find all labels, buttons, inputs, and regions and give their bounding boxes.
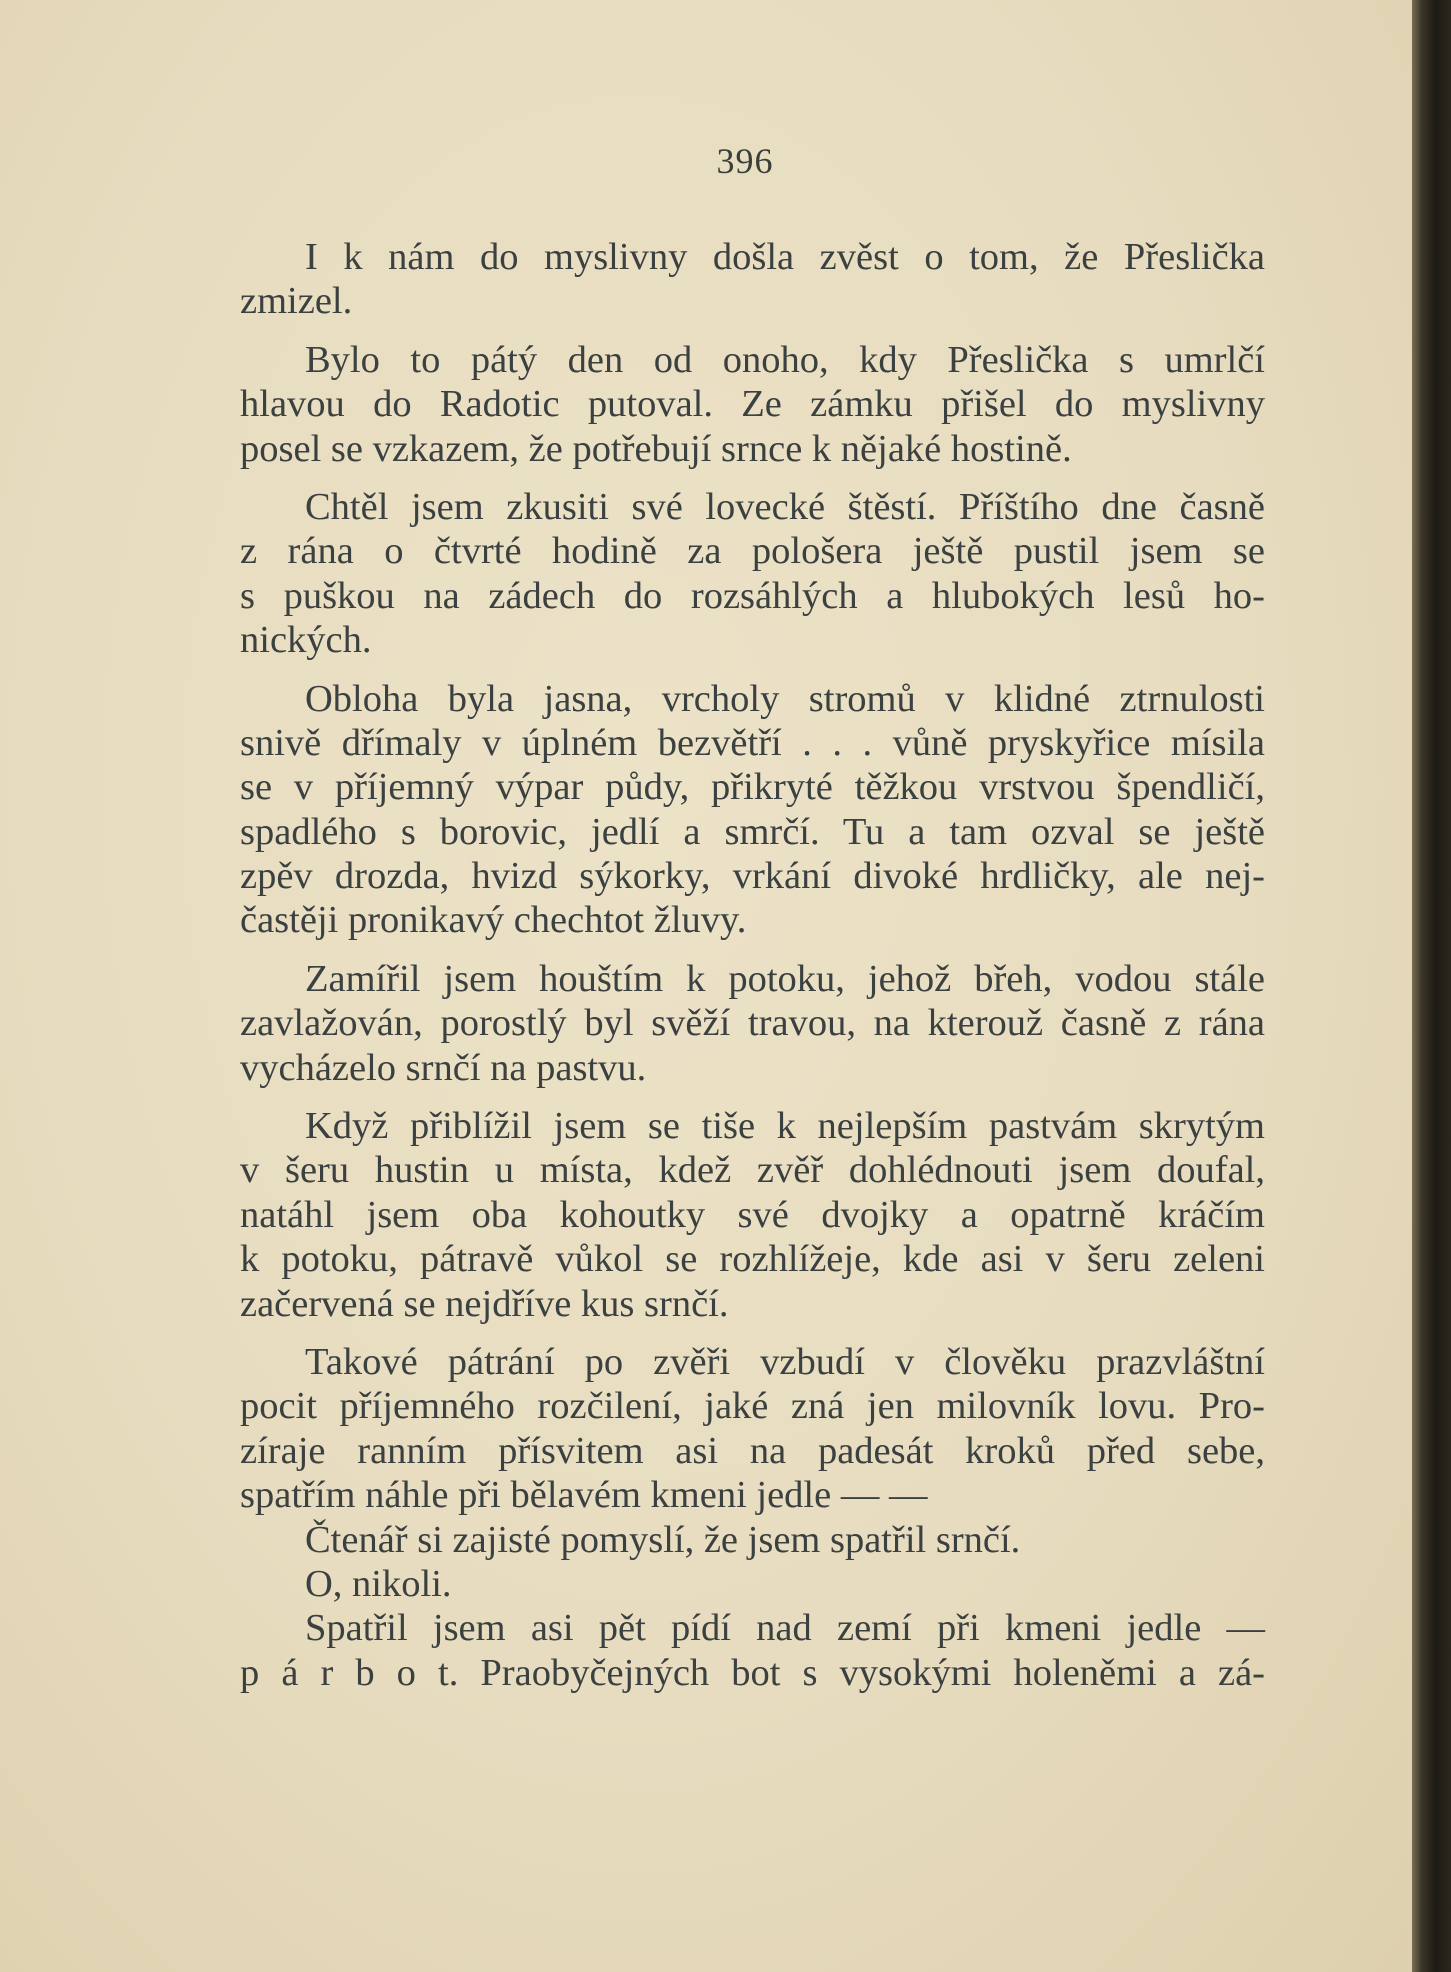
text-line: v šeru hustin u místa, kdež zvěř dohlédnouti jsem doufal, [240,1149,1265,1192]
book-gutter [1412,0,1451,1972]
paragraph [240,1606,1265,1695]
text-line: k potoku, pátravě vůkol se rozhlížeje, kde asi v šeru zeleni [240,1238,1265,1281]
text-line: posel se vzkazem, že potřebují srnce k nějaké hostině. [240,427,1072,470]
text-line: s puškou na zádech do rozsáhlých a hlubokých lesů ho- [240,574,1265,617]
text-line: zíraje ranním přísvitem asi na padesát kroků před sebe, [240,1429,1265,1472]
text-line: hlavou do Radotic putoval. Ze zámku přišel do myslivny [240,383,1265,426]
text-line: zmizel. [240,280,353,323]
text-line: pocit příjemného rozčilení, jaké zná jen milovník lovu. Pro- [240,1385,1265,1428]
text-line: nických. [240,619,372,662]
text-line: z rána o čtvrté hodině za pološera ještě pustil jsem se [240,530,1265,573]
paragraph-gap [240,1326,1265,1340]
paragraph-gap [240,1090,1265,1104]
text-line: p á r b o t. Praobyčejných bot s vysokými holeněmi a zá- [240,1651,1265,1694]
text-line: častěji pronikavý chechtot žluvy. [240,899,747,942]
text-line: Zamířil jsem houštím k potoku, jehož břeh, vodou stále [305,957,1265,1000]
page-number: 396 [716,141,774,181]
text-line: natáhl jsem oba kohoutky své dvojky a opatrně kráčím [240,1193,1265,1236]
text-line: spadlého s borovic, jedlí a smrčí. Tu a tam ozval se ještě [240,810,1265,853]
text-line: vycházelo srnčí na pastvu. [240,1046,647,1089]
paragraph-gap [240,471,1265,485]
text-line: začervená se nejdříve kus srnčí. [240,1282,729,1325]
paragraph-gap [240,943,1265,957]
paragraph [240,1340,1265,1518]
text-line: Čtenář si zajisté pomyslí, že jsem spatřil srnčí. [305,1518,1021,1561]
paragraph-gap [240,663,1265,677]
text-line: se v příjemný výpar půdy, přikryté těžkou vrstvou špendličí, [240,766,1265,809]
paragraph [240,1518,1265,1562]
text-line: Spatřil jsem asi pět pídí nad zemí při kmeni jedle — [305,1607,1265,1650]
text-line: Obloha byla jasna, vrcholy stromů v klidné ztrnulosti [305,677,1265,720]
text-line: O, nikoli. [305,1562,452,1605]
paragraph [240,235,1265,324]
text-line: Takové pátrání po zvěři vzbudí v člověku prazvláštní [305,1340,1265,1383]
text-line: snivě dřímaly v úplném bezvětří . . . vůně pryskyřice mísila [240,721,1265,764]
paragraph [240,677,1265,943]
paragraph [240,1562,1265,1606]
paragraph-gap [240,324,1265,338]
text-line: Bylo to pátý den od onoho, kdy Přeslička s umrlčí [305,338,1265,381]
paragraph [240,485,1265,663]
text-line: I k nám do myslivny došla zvěst o tom, že Přeslička [305,236,1265,278]
text-line: spatřím náhle při bělavém kmeni jedle — — [240,1474,928,1517]
text-line: Když přiblížil jsem se tiše k nejlepším pastvám skrytým [305,1105,1265,1148]
paragraph [240,1104,1265,1326]
paragraph [240,957,1265,1090]
body-text [240,235,1265,1695]
paragraph [240,338,1265,471]
text-line: Chtěl jsem zkusiti své lovecké štěstí. Příštího dne časně [305,485,1265,528]
text-line: zpěv drozda, hvizd sýkorky, vrkání divoké hrdličky, ale nej- [240,855,1265,898]
text-line: zavlažován, porostlý byl svěží travou, na kterouž časně z rána [240,1002,1265,1045]
